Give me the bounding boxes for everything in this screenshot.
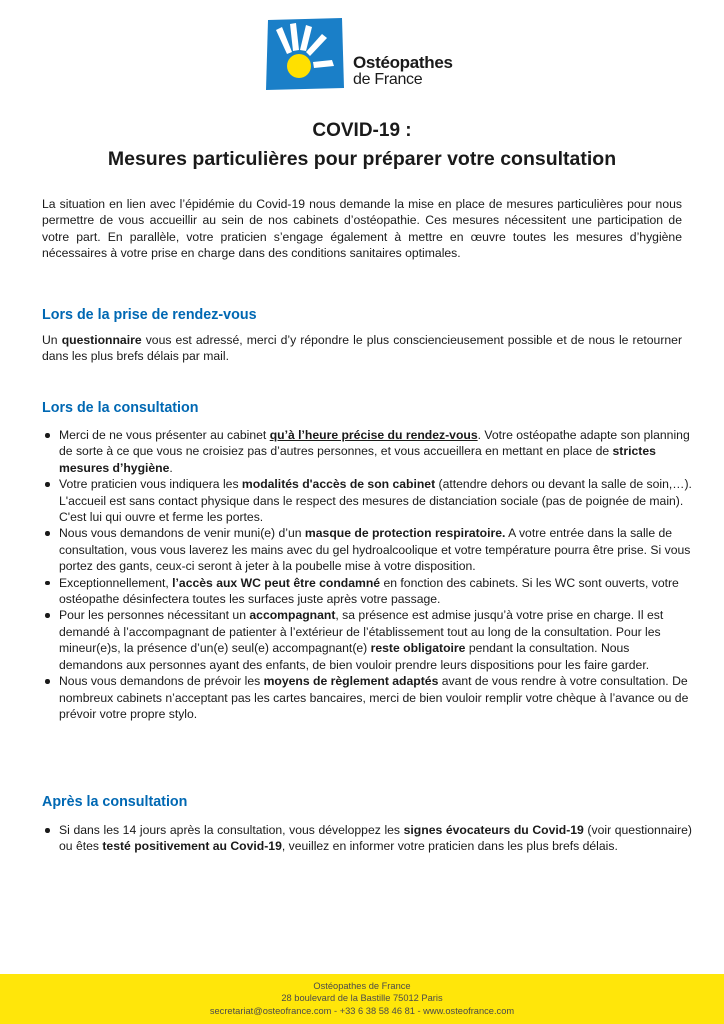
- document-title-line2: Mesures particulières pour préparer votre consultation: [107, 148, 617, 170]
- list-item: Si dans les 14 jours après la consultation, vous développez les signes évocateurs du Covid-19 (voir questionnaire) ou êtes testé positivement au Covid-19, veuillez en informer votre praticien dans les plus brefs délais.: [42, 822, 692, 855]
- footer-address: 28 boulevard de la Bastille 75012 Paris: [281, 993, 443, 1004]
- footer-band: [0, 974, 724, 1024]
- organization-logo: [262, 16, 472, 92]
- logo-name-line1: Ostéopathes: [353, 53, 453, 72]
- list-item: Nous vous demandons de venir muni(e) d’un masque de protection respiratoire. A votre entrée dans la salle de consultation, vous vous laverez les mains avec du gel hydroalcoolique et votre température pourra être prise. Si vous portez des gants, ceux-ci seront à jeter à la poubelle mise à votre disposition.: [42, 525, 692, 574]
- footer-organization: Ostéopathes de France: [313, 981, 411, 991]
- hand-sun-logo-icon: [262, 16, 346, 92]
- appointment-paragraph: Un questionnaire vous est adressé, merci d’y répondre le plus consciencieusement possible et de nous le retourner dans les plus brefs délais par mail.: [42, 333, 683, 364]
- questionnaire-emphasis: questionnaire: [61, 333, 142, 347]
- section-heading-after-consultation: Après la consultation: [42, 794, 188, 810]
- section-heading-appointment: Lors de la prise de rendez-vous: [42, 307, 257, 323]
- list-item: Exceptionnellement, l’accès aux WC peut être condamné en fonction des cabinets. Si les WC sont ouverts, votre ostéopathe désinfectera toutes les surfaces juste après votre passage.: [42, 575, 692, 608]
- consultation-bullet-list: [42, 427, 692, 722]
- section-heading-consultation: Lors de la consultation: [42, 400, 199, 416]
- list-item: Votre praticien vous indiquera les modalités d'accès de son cabinet (attendre dehors ou devant la salle de soin,…). L'accueil est sans contact physique dans le respect des mesures de distanciation sociale (pas de poignée de main). C'est lui qui ouvre et ferme les portes.: [42, 476, 692, 525]
- list-item: Merci de ne vous présenter au cabinet qu’à l’heure précise du rendez-vous. Votre ostéopathe adapte son planning de sorte à ce que vous ne croisiez pas d’autres personnes, et vous accueillera en mettant en place de strictes mesures d’hygiène.: [42, 427, 692, 476]
- list-item: Nous vous demandons de prévoir les moyens de règlement adaptés avant de vous rendre à votre consultation. De nombreux cabinets n’acceptant pas les cartes bancaires, merci de bien vouloir remplir votre chèque à l’avance ou de prévoir votre propre stylo.: [42, 673, 692, 722]
- document-title-line1: COVID-19 :: [312, 120, 412, 141]
- intro-paragraph: La situation en lien avec l’épidémie du Covid-19 nous demande la mise en place de mesures particulières pour nous permettre de vous accueillir au sein de nos cabinets d’ostéopathie. Ces mesures nécessitent une participation de votre part. En parallèle, votre praticien s’engage également à mettre en œuvre toutes les mesures d’hygiène nécessaires à votre prise en charge dans des conditions sanitaires optimales.: [42, 197, 682, 261]
- after-consultation-bullet-list: [42, 822, 692, 855]
- footer-contact: secretariat@osteofrance.com - +33 6 38 58 46 81 - www.osteofrance.com: [209, 1005, 515, 1016]
- list-item: Pour les personnes nécessitant un accompagnant, sa présence est admise jusqu’à votre prise en charge. Il est demandé à l’accompagnant de patienter à l’extérieur de l’établissement tout au long de la consultation. Pour les mineur(e)s, la présence d’un(e) seul(e) accompagnant(e) reste obligatoire pendant la consultation. Nous demandons aux personnes ayant des enfants, de bien vouloir prendre leurs dispositions pour les faire garder.: [42, 607, 692, 673]
- logo-name-line2: de France: [353, 71, 423, 88]
